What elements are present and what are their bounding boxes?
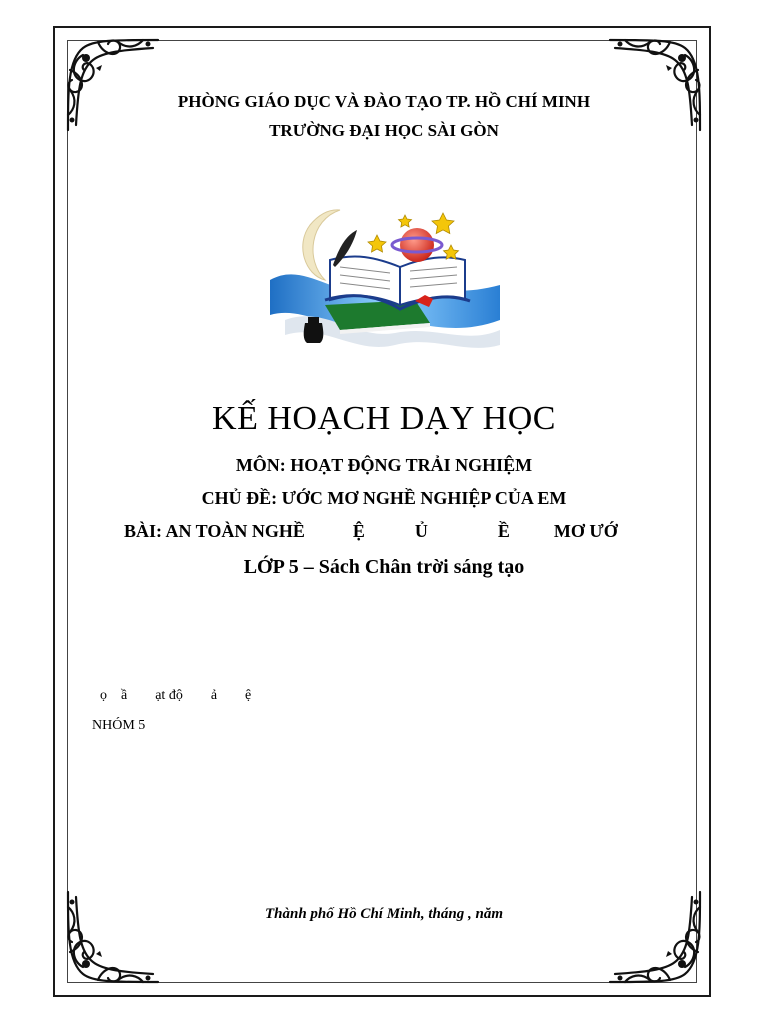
lesson-part: MƠ ƯỚ bbox=[553, 521, 618, 541]
open-book-globe-stars-icon bbox=[265, 205, 505, 355]
place-date-line: Thành phố Hồ Chí Minh, tháng , năm bbox=[264, 906, 503, 922]
lesson-part: BÀI: AN TOÀN NGHỀ bbox=[124, 521, 305, 541]
inner-border bbox=[67, 40, 697, 983]
school-heading: TRƯỜNG ĐẠI HỌC SÀI GÒN bbox=[269, 121, 499, 140]
subject-line: MÔN: HOẠT ĐỘNG TRẢI NGHIỆM bbox=[235, 455, 533, 475]
ornate-corner-icon bbox=[58, 882, 168, 992]
lesson-part: Ủ bbox=[414, 521, 428, 541]
lesson-part: Ề bbox=[497, 521, 510, 541]
members-line: ọ ầ ạt độ ả ệ bbox=[100, 688, 252, 703]
ornate-corner-icon bbox=[600, 882, 710, 992]
topic-line: CHỦ ĐỀ: ƯỚC MƠ NGHỀ NGHIỆP CỦA EM bbox=[201, 488, 567, 508]
group-label: NHÓM 5 bbox=[92, 718, 146, 733]
lesson-part: Ệ bbox=[352, 521, 365, 541]
grade-line: LỚP 5 – Sách Chân trời sáng tạo bbox=[243, 556, 525, 578]
lesson-line bbox=[124, 521, 618, 542]
department-heading: PHÒNG GIÁO DỤC VÀ ĐÀO TẠO TP. HỒ CHÍ MINH bbox=[177, 92, 591, 111]
document-title: KẾ HOẠCH DẠY HỌC bbox=[212, 400, 556, 437]
